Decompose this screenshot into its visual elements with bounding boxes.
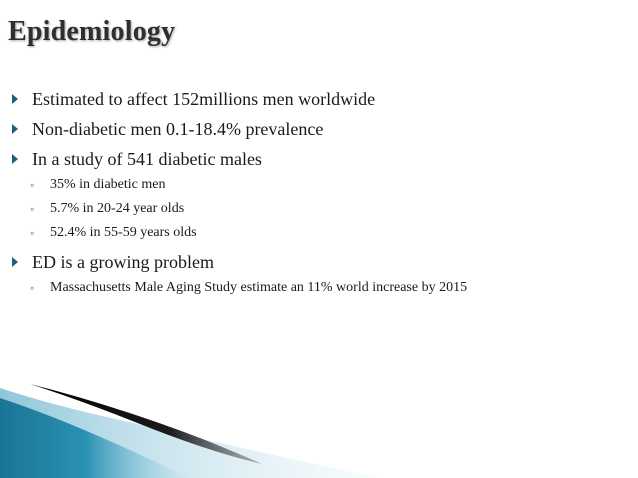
sub-bullet-text: 35% in diabetic men: [50, 177, 166, 192]
circle-bullet-icon: ◦: [30, 178, 35, 192]
bullet-text: In a study of 541 diabetic males: [32, 149, 262, 169]
bullet-text: ED is a growing problem: [32, 252, 214, 272]
sub-bullet-text: Massachusetts Male Aging Study estimate an 11% world increase by 2015: [50, 280, 468, 295]
triangle-bullet-icon: [12, 94, 18, 104]
bullet-text: Non-diabetic men 0.1-18.4% prevalence: [32, 119, 324, 139]
slide-corner-decoration: [0, 368, 638, 478]
triangle-bullet-icon: [12, 124, 18, 134]
triangle-bullet-icon: [12, 257, 18, 267]
bullet-text: Estimated to affect 152millions men worldwide: [32, 89, 376, 109]
circle-bullet-icon: ◦: [30, 281, 35, 295]
sub-bullet-text: 5.7% in 20-24 year olds: [50, 201, 185, 216]
circle-bullet-icon: ◦: [30, 202, 35, 216]
sub-bullet-text: 52.4% in 55-59 years olds: [50, 225, 197, 240]
circle-bullet-icon: ◦: [30, 226, 35, 240]
triangle-bullet-icon: [12, 154, 18, 164]
slide-title: Epidemiology: [8, 16, 176, 47]
